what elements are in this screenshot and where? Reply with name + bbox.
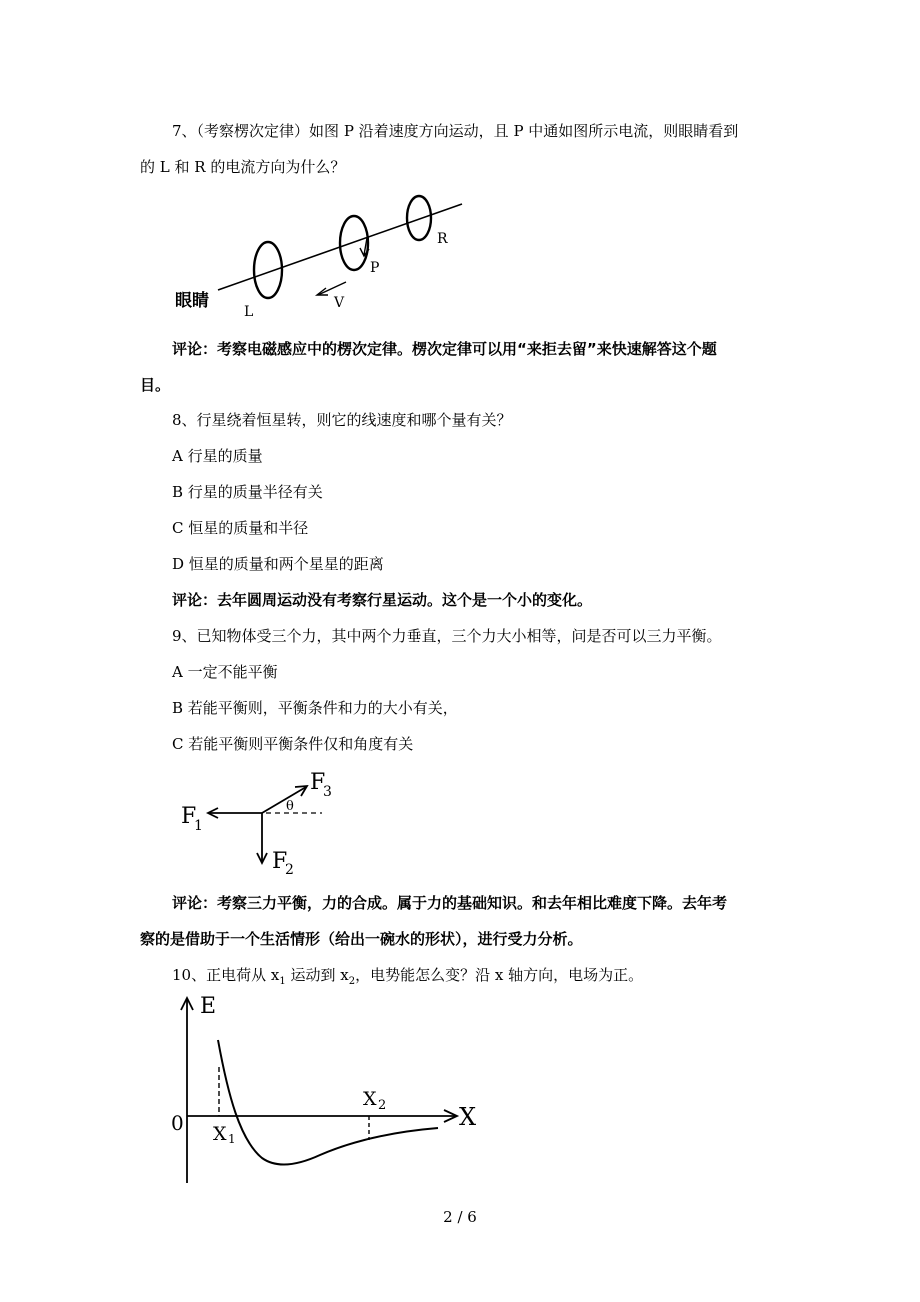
q9-option-c: C 若能平衡则平衡条件仅和角度有关 [172,735,414,753]
q8-option-d: D 恒星的质量和两个星星的距离 [172,555,384,573]
x-axis-label: X [459,1103,477,1131]
f1-sub: 1 [194,818,203,834]
q8-option-a: A 行星的质量 [172,447,263,465]
q10-question: 10、正电荷从 $x_1$ 运动到 $x_2$，电势能怎么变？沿 x 轴方向，电场为正。 [172,966,644,987]
q9-question: 9、已知物体受三个力，其中两个力垂直，三个力大小相等，问是否可以三力平衡。 [172,627,722,645]
x1-label: X [213,1123,227,1145]
x2-label: X [363,1088,377,1110]
theta-label: θ [286,799,294,814]
label-L: L [244,304,254,320]
q8-option-c: C 恒星的质量和半径 [172,519,309,537]
origin-label: 0 [171,1111,184,1135]
q7-comment-line2: 目。 [140,376,171,394]
label-P: P [370,260,380,276]
q9-comment-line2: 察的是借助于一个生活情形（给出一碗水的形状），进行受力分析。 [140,930,583,948]
f1-label: F [181,804,197,829]
q9-option-a: A 一定不能平衡 [172,663,278,681]
e-label: E [200,994,217,1019]
f3-label: F [310,770,326,795]
f3-sub: 3 [323,784,332,800]
potential-curve [218,1040,438,1164]
q7-text-line2: 的 L 和 R 的电流方向为什么？ [140,158,346,176]
q8-question: 8、行星绕着恒星转，则它的线速度和哪个量有关？ [172,411,512,429]
f2-sub: 2 [285,862,294,878]
x1-sub: 1 [228,1132,236,1146]
q8-comment: 评论：去年圆周运动没有考察行星运动。这个是一个小的变化。 [172,591,593,609]
q9-option-b: B 若能平衡则，平衡条件和力的大小有关， [172,699,458,717]
page-number: 2 / 6 [443,1208,477,1226]
q9-comment-line1: 评论：考察三力平衡，力的合成。属于力的基础知识。和去年相比难度下降。去年考 [172,894,728,912]
q7-comment-line1: 评论：考察电磁感应中的楞次定律。楞次定律可以用“来拒去留”来快速解答这个题 [172,340,717,358]
label-V: V [334,295,345,311]
q8-option-b: B 行星的质量半径有关 [172,483,323,501]
f2-label: F [272,849,288,874]
x2-sub: 2 [378,1098,387,1113]
eye-label: 眼睛 [175,291,209,311]
q7-text-line1: 7、（考察楞次定律）如图 P 沿着速度方向运动，且 P 中通如图所示电流，则眼睛看到 [172,122,739,140]
label-R: R [437,231,448,247]
